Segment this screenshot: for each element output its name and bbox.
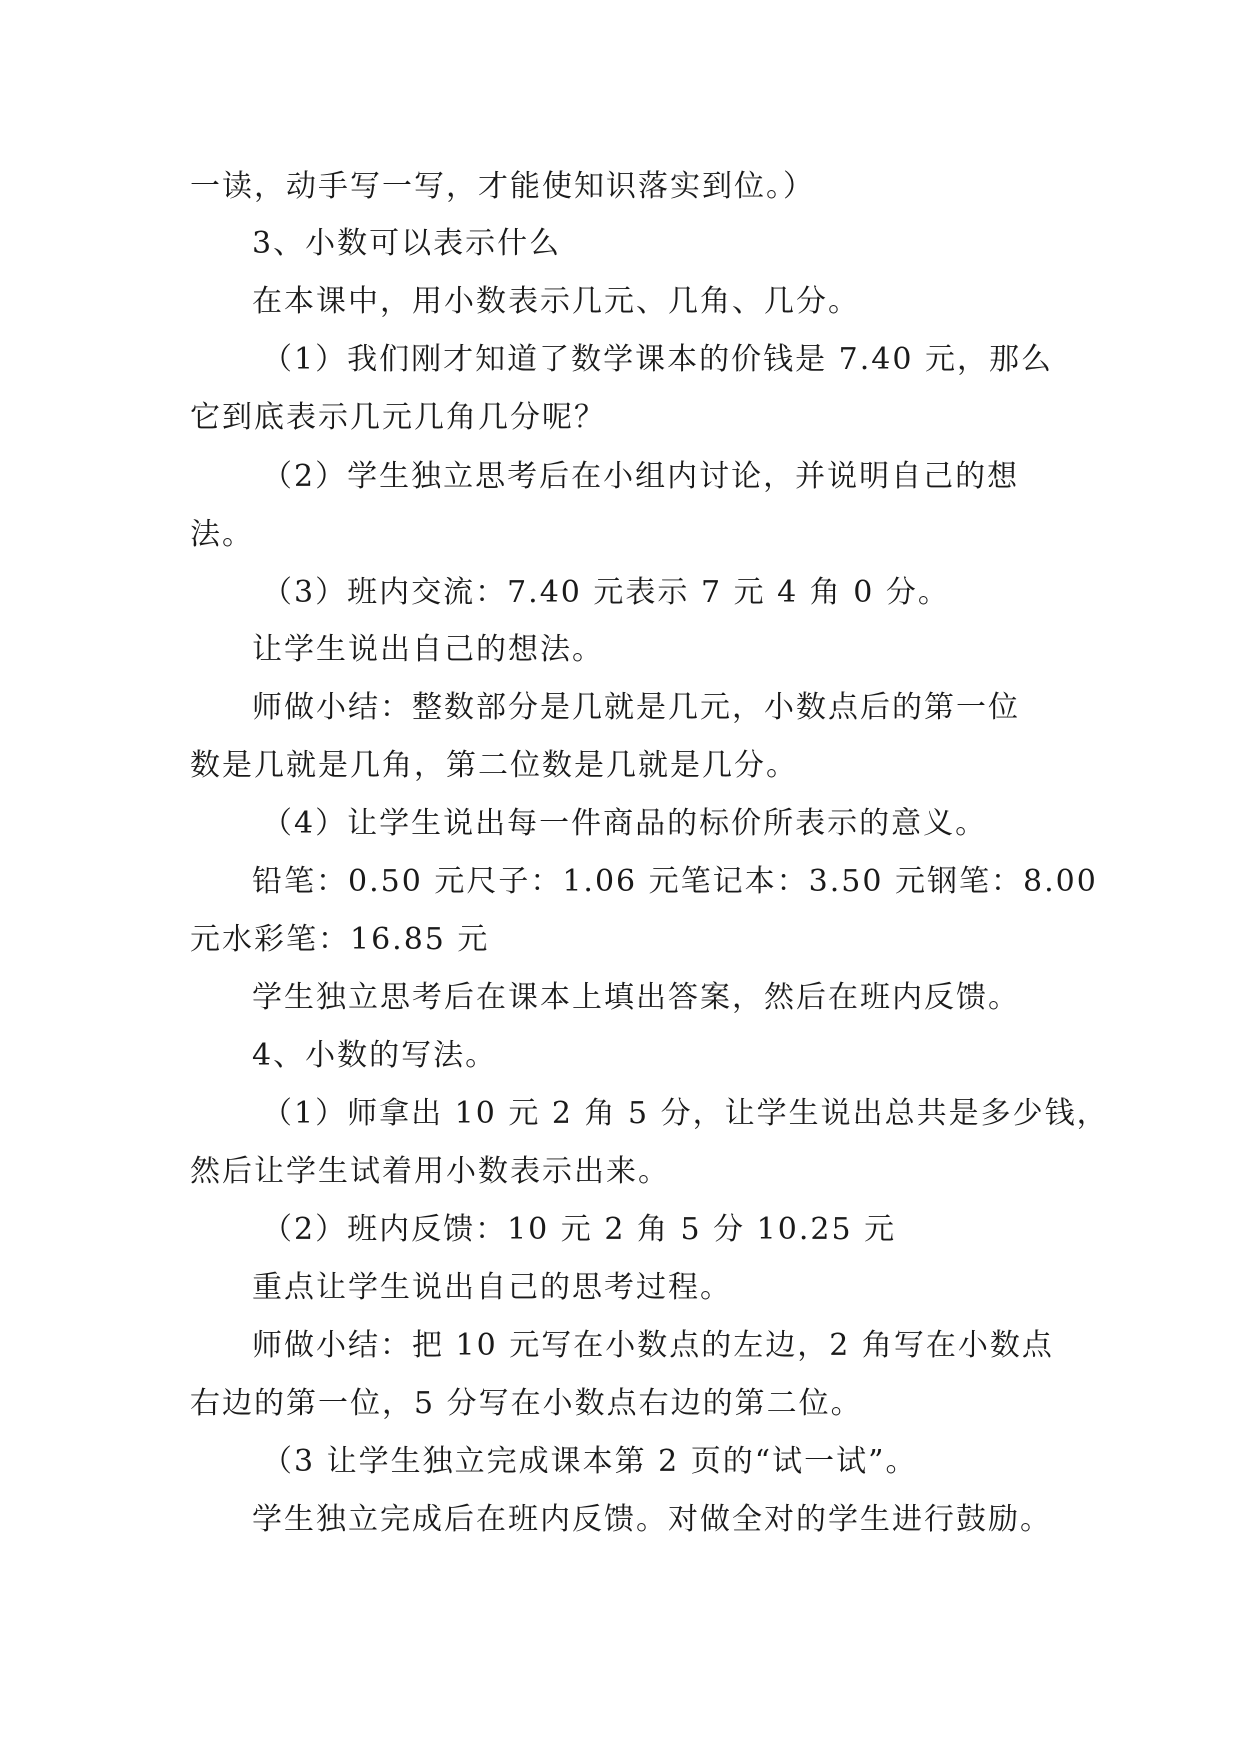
text-line: 右边的第一位，5 分写在小数点右边的第二位。 bbox=[190, 1386, 863, 1421]
text-line: 在本课中，用小数表示几元、几角、几分。 bbox=[252, 284, 860, 319]
section-heading: 4、小数的写法。 bbox=[252, 1038, 498, 1073]
text-line: 元水彩笔：16.85 元 bbox=[190, 922, 490, 957]
text-line: 学生独立完成后在班内反馈。对做全对的学生进行鼓励。 bbox=[252, 1502, 1052, 1537]
text-line: 让学生说出自己的想法。 bbox=[252, 632, 604, 667]
text-line: 学生独立思考后在课本上填出答案，然后在班内反馈。 bbox=[252, 980, 1020, 1015]
text-line: 一读，动手写一写，才能使知识落实到位。） bbox=[190, 169, 815, 204]
text-line: （1）我们刚才知道了数学课本的价钱是 7.40 元，那么 bbox=[262, 342, 1053, 377]
text-line: 法。 bbox=[190, 517, 254, 552]
text-line: 然后让学生试着用小数表示出来。 bbox=[190, 1154, 670, 1189]
text-line: （2）班内反馈：10 元 2 角 5 分 10.25 元 bbox=[262, 1212, 897, 1247]
text-line: （3 让学生独立完成课本第 2 页的“试一试”。 bbox=[262, 1444, 918, 1479]
text-line: （3）班内交流：7.40 元表示 7 元 4 角 0 分。 bbox=[262, 575, 950, 610]
text-line: （2）学生独立思考后在小组内讨论，并说明自己的想 bbox=[262, 459, 1020, 494]
text-line: 师做小结：整数部分是几就是几元，小数点后的第一位 bbox=[252, 690, 1020, 725]
text-line: 师做小结：把 10 元写在小数点的左边，2 角写在小数点 bbox=[252, 1328, 1054, 1363]
section-heading: 3、小数可以表示什么 bbox=[252, 226, 562, 261]
text-line: （4）让学生说出每一件商品的标价所表示的意义。 bbox=[262, 806, 988, 841]
text-line: 它到底表示几元几角几分呢？ bbox=[190, 400, 606, 435]
text-line: 铅笔：0.50 元尺子：1.06 元笔记本：3.50 元钢笔：8.00 bbox=[252, 864, 1098, 899]
text-line: （1）师拿出 10 元 2 角 5 分，让学生说出总共是多少钱， bbox=[262, 1096, 1109, 1131]
text-line: 数是几就是几角，第二位数是几就是几分。 bbox=[190, 748, 798, 783]
text-line: 重点让学生说出自己的思考过程。 bbox=[252, 1270, 732, 1305]
